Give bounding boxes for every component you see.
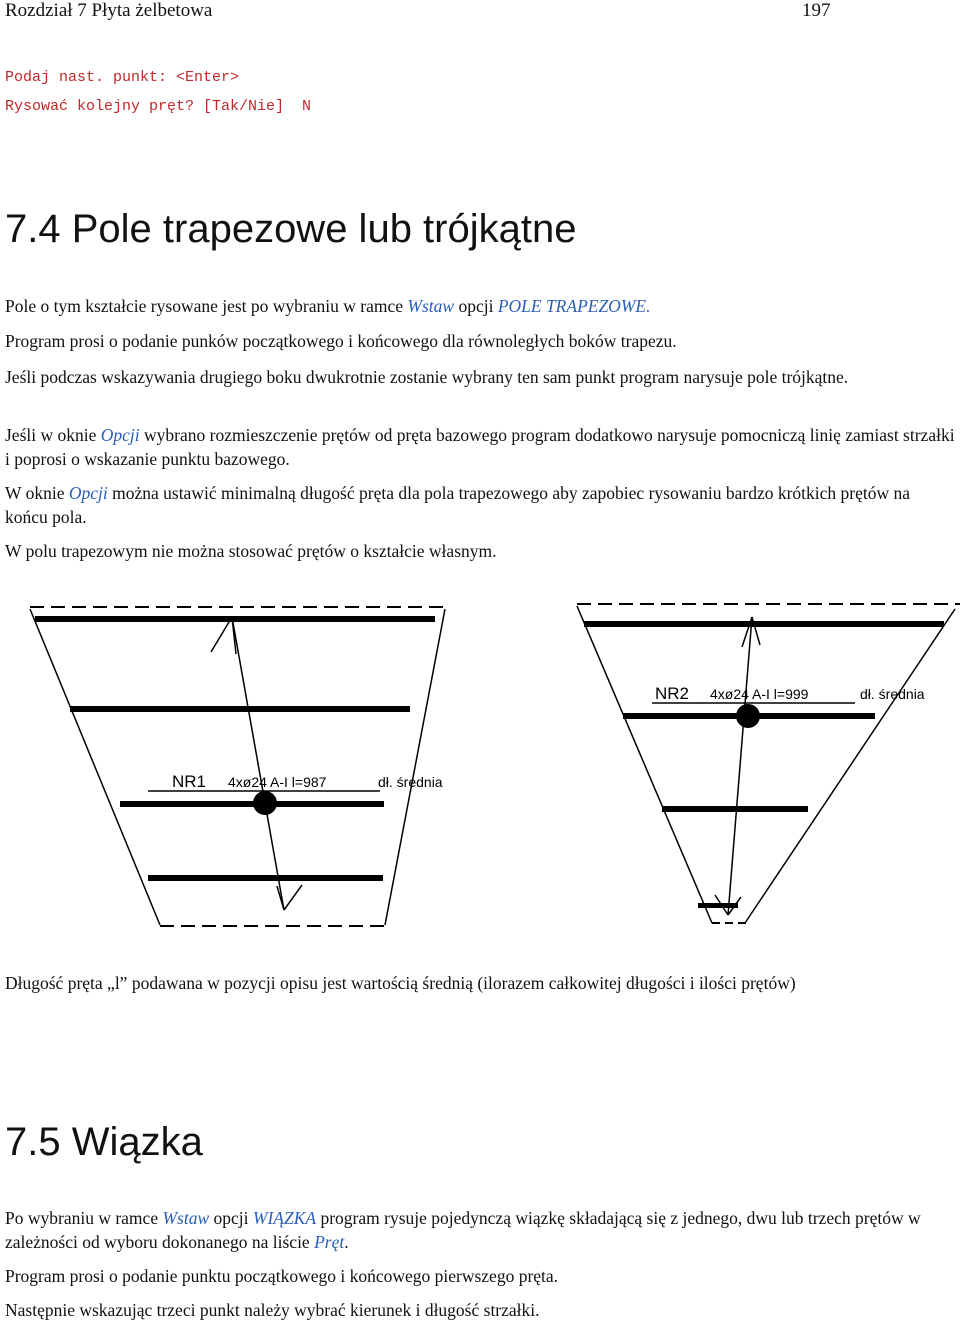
paragraph-program-prosi: Program prosi o podanie punków początkowego i końcowego dla równoległych boków trapezu. bbox=[5, 331, 677, 351]
pole-trapezowe-link[interactable]: POLE TRAPEZOWE. bbox=[497, 296, 651, 316]
wstaw-link[interactable]: Wstaw bbox=[407, 296, 455, 316]
wiazka-link[interactable]: WIĄZKA bbox=[252, 1208, 317, 1228]
right-slanted-edge bbox=[385, 609, 445, 925]
paragraph-opcji-bazowy bbox=[5, 423, 955, 471]
section-7-4-title: 7.4 Pole trapezowe lub trójkątne bbox=[5, 207, 577, 251]
wstaw-link[interactable]: Wstaw bbox=[162, 1208, 210, 1228]
trapezoid-field bbox=[30, 607, 450, 926]
opcji-link[interactable]: Opcji bbox=[68, 483, 108, 503]
chapter-header: Rozdział 7 Płyta żelbetowa bbox=[5, 0, 213, 21]
pret-link[interactable]: Pręt bbox=[314, 1232, 345, 1252]
triangle-field bbox=[577, 604, 960, 923]
page-number: 197 bbox=[802, 0, 831, 21]
text-run: Pole o tym kształcie rysowane jest po wybraniu w ramce bbox=[5, 296, 408, 316]
text-run: opcji bbox=[209, 1208, 253, 1228]
bar-marker-dot bbox=[736, 704, 760, 728]
trapezoid-triangle-figure bbox=[0, 595, 960, 935]
bar-label-spec: 4xø24 A-I l=999 bbox=[710, 686, 809, 702]
text-run: opcji bbox=[454, 296, 498, 316]
bar-label-spec: 4xø24 A-I l=987 bbox=[228, 774, 327, 790]
paragraph-trojkatne: Jeśli podczas wskazywania drugiego boku dwukrotnie zostanie wybrany ten sam punkt program narysuje pole trójkątne. bbox=[5, 367, 849, 387]
text-run: W oknie bbox=[5, 483, 69, 503]
right-slanted-edge bbox=[745, 609, 955, 923]
text-run: Po wybraniu w ramce bbox=[5, 1208, 163, 1228]
distribution-line bbox=[728, 617, 752, 915]
paragraph-ksztalt-wlasny: W polu trapezowym nie można stosować prętów o kształcie własnym. bbox=[5, 541, 497, 561]
rebar bbox=[584, 621, 944, 627]
console-line-1: Podaj nast. punkt: <Enter> bbox=[5, 69, 240, 86]
bar-label-note: dł. średnia bbox=[378, 774, 443, 790]
paragraph-wiazka bbox=[5, 1206, 955, 1254]
rebar bbox=[70, 706, 410, 712]
left-slanted-edge bbox=[30, 609, 160, 925]
paragraph-dlugosc-preta: Długość pręta „l” podawana w pozycji opisu jest wartością średnią (ilorazem całkowitej długości i ilości prętów) bbox=[5, 973, 796, 993]
opcji-link[interactable]: Opcji bbox=[100, 425, 140, 445]
text-run: program rysuje pojedynczą wiązkę składającą się z jednego, dwu lub trzech prętów w zależności od wyboru dokonanego na liście bbox=[5, 1208, 921, 1252]
rebar bbox=[35, 616, 435, 622]
rebar bbox=[148, 875, 383, 881]
rebar bbox=[698, 903, 738, 908]
console-line-2: Rysować kolejny pręt? [Tak/Nie] N bbox=[5, 98, 312, 115]
left-slanted-edge bbox=[577, 606, 712, 923]
paragraph-opcji-minimalna bbox=[5, 481, 955, 529]
bar-label-nr: NR2 bbox=[655, 684, 690, 703]
paragraph-trzeci-punkt: Następnie wskazując trzeci punkt należy wybrać kierunek i długość strzałki. bbox=[5, 1300, 540, 1320]
paragraph-program-prosi-wiazka: Program prosi o podanie punktu początkowego i końcowego pierwszego pręta. bbox=[5, 1266, 559, 1286]
rebar bbox=[662, 806, 808, 812]
text-run: . bbox=[344, 1232, 349, 1252]
bar-label-nr: NR1 bbox=[172, 772, 207, 791]
rebar bbox=[120, 801, 384, 807]
text-run: wybrano rozmieszczenie prętów od pręta bazowego program dodatkowo narysuje pomocniczą linię zamiast strzałki i poprosi o wskazanie punktu bazowego. bbox=[5, 425, 955, 469]
paragraph-wstaw-pole bbox=[5, 294, 955, 318]
bar-label-note: dł. średnia bbox=[860, 686, 925, 702]
distribution-line bbox=[232, 617, 284, 910]
arrow-top-icon bbox=[211, 617, 236, 654]
text-run: można ustawić minimalną długość pręta dla pola trapezowego aby zapobiec rysowaniu bardzo krótkich prętów na końcu pola. bbox=[5, 483, 911, 527]
text-run: Jeśli w oknie bbox=[5, 425, 101, 445]
section-7-5-title: 7.5 Wiązka bbox=[5, 1120, 203, 1164]
bar-marker-dot bbox=[253, 791, 277, 815]
